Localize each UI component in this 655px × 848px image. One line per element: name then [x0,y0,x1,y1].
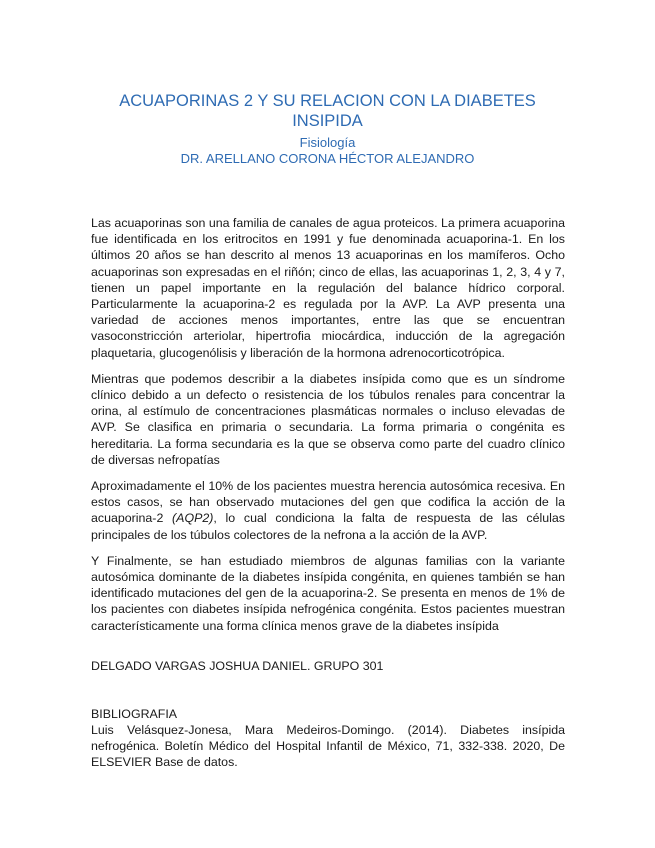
document-subject: Fisiología [299,135,356,150]
bibliography-heading: BIBLIOGRAFIA [91,707,178,721]
document-author: DR. ARELLANO CORONA HÉCTOR ALEJANDRO [180,151,475,166]
document-title: ACUAPORINAS 2 Y SU RELACION CON LA DIABETES INSIPIDA [119,92,536,130]
paragraph-3-part-1: Aproximadamente el 10% de los pacientes muestra herencia autosómica recesiva. En estos casos, se han observado mutaciones del gen que codifica la acción de la acuaporina-2 [91,479,565,526]
student-signature: DELGADO VARGAS JOSHUA DANIEL. GRUPO 301 [91,659,384,673]
body-text [91,215,565,644]
paragraph-4: Y Finalmente, se han estudiado miembros de algunas familias con la variante autosómica dominante de la diabetes insípida congénita, en quienes también se han identificado mutaciones del gen de la acuaporina-2. Se presenta en menos de 1% de los pacientes con diabetes insípida nefrogénica congénita. Estos pacientes muestran característicamente una forma clínica menos grave de la diabetes insípida [91,553,565,633]
bibliography-section [91,706,565,771]
paragraph-3-part-2: , lo cual condiciona la falta de respuesta de las células principales de los túbulos colectores de la nefrona a la acción de la AVP. [91,511,565,542]
bibliography-entry: Luis Velásquez-Jonesa, Mara Medeiros-Domingo. (2014). Diabetes insípida nefrogénica. Boletín Médico del Hospital Infantil de México, 71, 332-338. 2020, De ELSEVIER Base de datos. [91,723,565,770]
paragraph-2: Mientras que podemos describir a la diabetes insípida como que es un síndrome clínico debido a un defecto o resistencia de los túbulos renales para concentrar la orina, al estímulo de concentraciones plasmáticas normales o incluso elevadas de AVP. Se clasifica en primaria o secundaria. La forma primaria o congénita es hereditaria. La forma secundaria es la que se observa como parte del cuadro clínico de diversas nefropatías [91,371,565,467]
paragraph-3-italic: (AQP2) [172,511,214,526]
paragraph-3 [91,478,565,543]
paragraph-1: Las acuaporinas son una familia de canales de agua proteicos. La primera acuaporina fue identificada en los eritrocitos en 1991 y fue denominada acuaporina-1. En los últimos 20 años se han descrito al menos 13 acuaporinas en los mamíferos. Ocho acuaporinas son expresadas en el riñón; cinco de ellas, las acuaporinas 1, 2, 3, 4 y 7, tienen un papel importante en la regulación del balance hídrico corporal. Particularmente la acuaporina-2 es regulada por la AVP. La AVP presenta una variedad de acciones menos importantes, entre las que se encuentran vasoconstricción arteriolar, hipertrofia miocárdica, inducción de la agregación plaquetaria, glucogenólisis y liberación de la hormona adrenocorticotrópica. [91,216,565,360]
